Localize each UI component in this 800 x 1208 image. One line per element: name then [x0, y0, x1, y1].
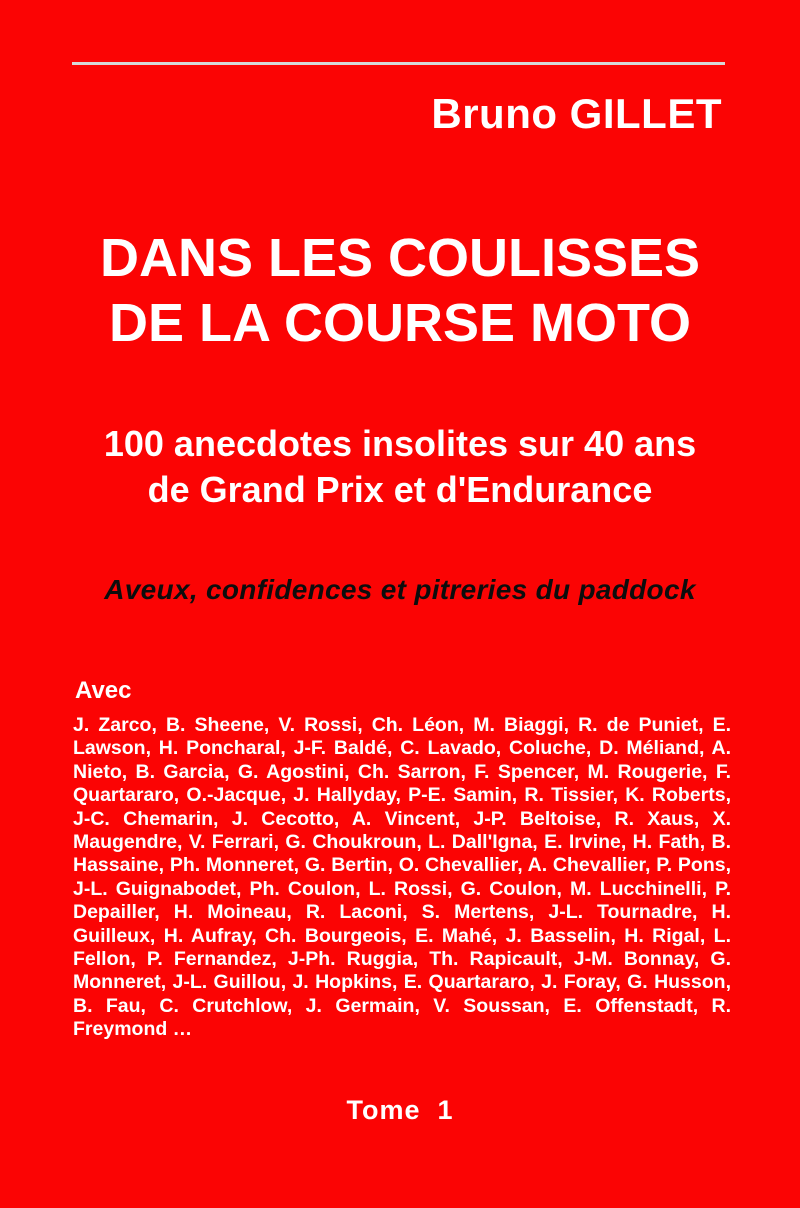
book-subtitle — [0, 421, 800, 513]
book-title-line2: DE LA COURSE MOTO — [108, 293, 692, 353]
book-subtitle-line2: de Grand Prix et d'Endurance — [147, 469, 653, 510]
book-title — [0, 226, 800, 356]
avec-label: Avec — [75, 677, 132, 704]
tagline: Aveux, confidences et pitreries du paddock — [104, 574, 696, 605]
book-title-line1: DANS LES COULISSES — [99, 228, 701, 288]
contributor-names: J. Zarco, B. Sheene, V. Rossi, Ch. Léon, M. Biaggi, R. de Puniet, E. Lawson, H. Poncharal, J-F. Baldé, C. Lavado, Coluche, D. Méliand, A. Nieto, B. Garcia, G. Agostini, Ch. Sarron, F. Spencer, M. Rougerie, F. Quartararo, O.-Jacque, J. Hallyday, P-E. Samin, R. Tissier, K. Roberts, J-C. Chemarin, J. Cecotto, A. Vincent, J-P. Beltoise, R. Xaus, X. Maugendre, V. Ferrari, G. Choukroun, L. Dall'Igna, E. Irvine, H. Fath, B. Hassaine, Ph. Monneret, G. Bertin, O. Chevallier, A. Chevallier, P. Pons, J-L. Guignabodet, Ph. Coulon, L. Rossi, G. Coulon, M. Lucchinelli, P. Depailler, H. Moineau, R. Laconi, S. Mertens, J-L. Tournadre, H. Guilleux, H. Aufray, Ch. Bourgeois, E. Mahé, J. Basselin, H. Rigal, L. Fellon, P. Fernandez, J-Ph. Ruggia, Th. Rapicault, J-M. Bonnay, G. Monneret, J-L. Guillou, J. Hopkins, E. Quartararo, J. Foray, G. Husson, B. Fau, C. Crutchlow, J. Germain, V. Soussan, E. Offenstadt, R. Freymond … — [73, 714, 731, 1041]
top-divider-rule — [72, 62, 725, 65]
author-name: Bruno GILLET — [431, 90, 722, 137]
tome-number: Tome 1 — [346, 1095, 454, 1125]
book-subtitle-line1: 100 anecdotes insolites sur 40 ans — [103, 423, 697, 464]
